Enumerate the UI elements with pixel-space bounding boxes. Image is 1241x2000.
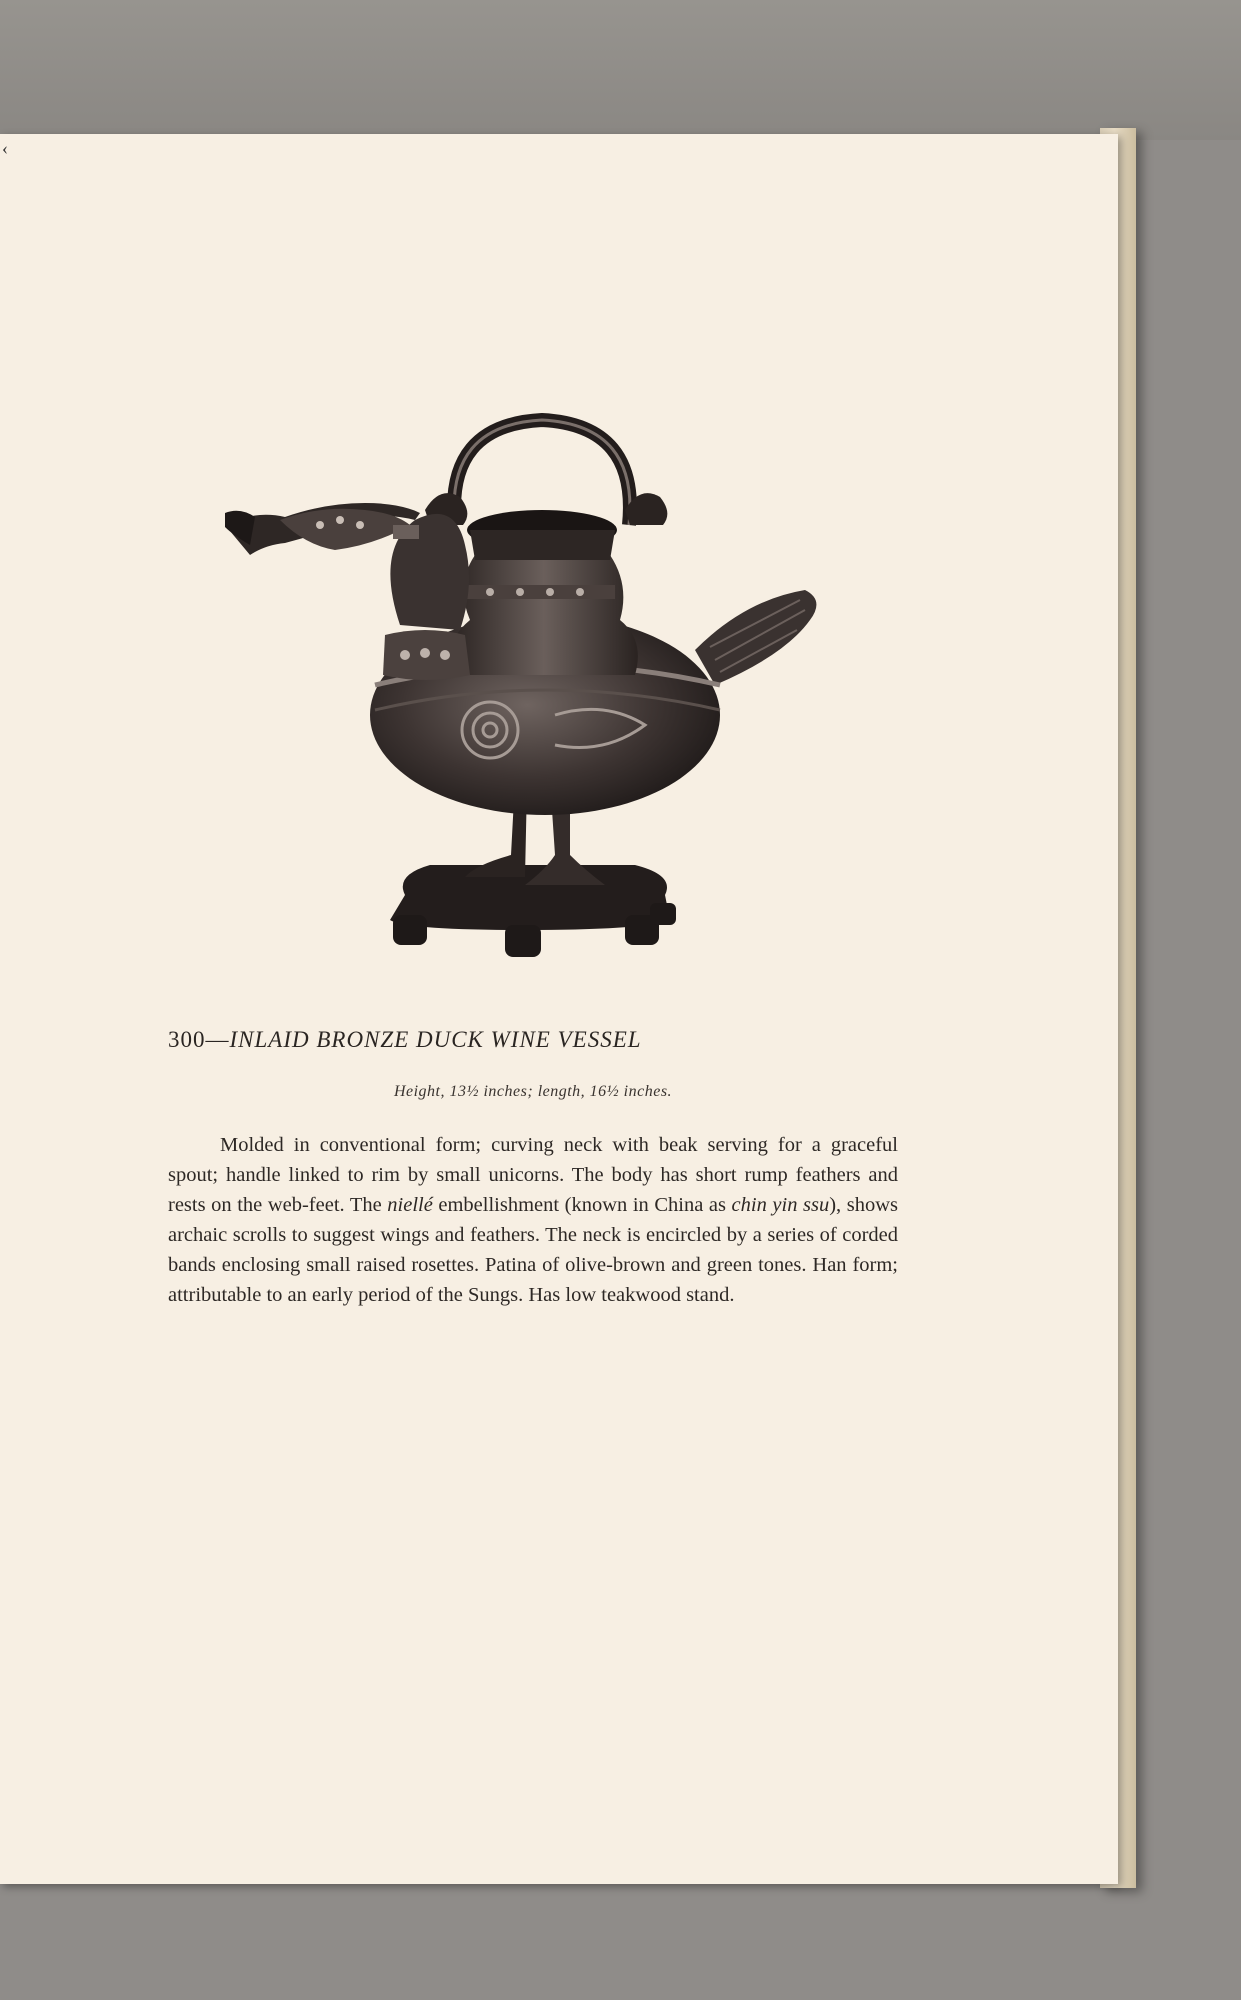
item-number: 300—: [168, 1027, 230, 1052]
item-title: INLAID BRONZE DUCK WINE VESSEL: [229, 1027, 642, 1052]
description-italic-1: niellé: [387, 1194, 433, 1216]
duck-vessel-figure: [225, 385, 845, 975]
gutter-mark: ‹: [2, 138, 8, 158]
backdrop: [0, 0, 1241, 140]
teakwood-stand: [225, 385, 395, 975]
description-text-3: ), shows archaic scrolls to suggest wings and feathers. The neck is encircled by a series of corded bands enclosing small raised rosettes. Patina of olive-brown and green tones. Han form; attributable to an early period of the Sungs. Has low teakwood stand.: [168, 1194, 899, 1306]
item-dimensions: Height, 13½ inches; length, 16½ inches.: [393, 1083, 673, 1100]
description-italic-2: chin yin ssu: [731, 1194, 830, 1216]
description-text-2: embellishment (known in China as: [432, 1194, 732, 1216]
duck-vessel-icon: [225, 385, 845, 975]
item-description: [168, 1130, 898, 1310]
description-text-1: Molded in conventional form; curving neck with beak serving for a graceful spout; handle linked to rim by small unicorns. The body has short rump feathers and rests on the web-feet. The: [168, 1134, 898, 1216]
item-heading: [168, 1027, 948, 1053]
